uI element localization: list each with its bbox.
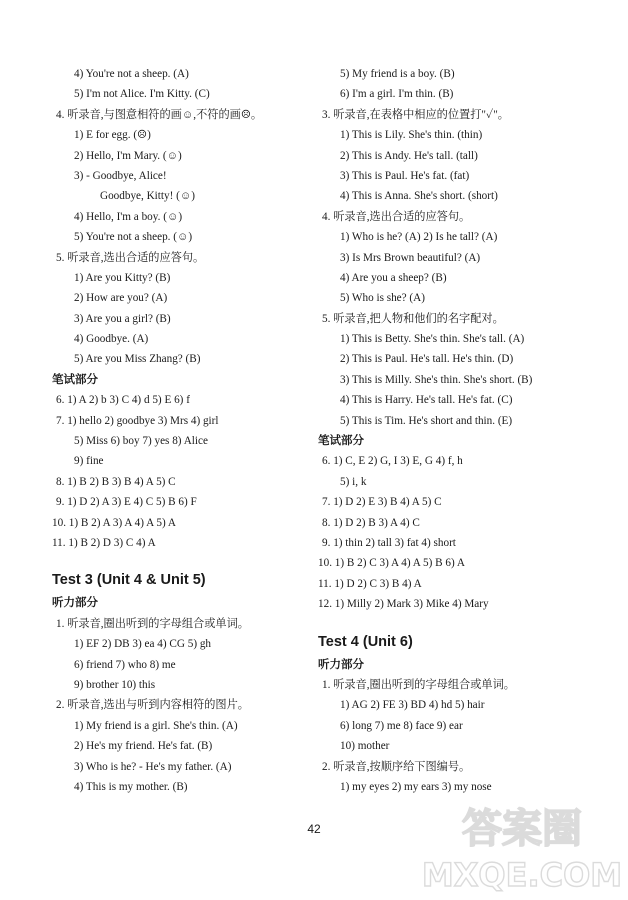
answer-line: 6. 1) C, E 2) G, I 3) E, G 4) f, h: [322, 455, 463, 468]
section-heading: 笔试部分: [318, 435, 364, 448]
question-instruction: 3. 听录音,在表格中相应的位置打"✓"。: [322, 108, 509, 121]
answer-line: 10. 1) B 2) A 3) A 4) A 5) A: [52, 516, 177, 529]
answer-line: 4) Goodbye. (A): [74, 333, 149, 346]
section-heading: 听力部分: [52, 597, 98, 610]
watermark-url: MXQE.COM: [422, 856, 622, 894]
answer-line: 2) Hello, I'm Mary. (☺): [74, 149, 182, 162]
answer-line: 3) This is Paul. He's fat. (fat): [340, 169, 470, 182]
answer-line: 5) i, k: [340, 475, 367, 488]
answer-line: 1) This is Lily. She's thin. (thin): [340, 129, 483, 142]
answer-line: 8. 1) D 2) B 3) A 4) C: [322, 516, 420, 529]
answer-line: 2) This is Andy. He's tall. (tall): [340, 149, 478, 162]
answer-line: 3) Who is he? - He's my father. (A): [74, 760, 232, 773]
answer-line: 1) AG 2) FE 3) BD 4) hd 5) hair: [340, 699, 485, 712]
answer-line: 12. 1) Milly 2) Mark 3) Mike 4) Mary: [318, 598, 489, 611]
question-instruction: 2. 听录音,按顺序给下图编号。: [322, 760, 471, 773]
question-instruction: 1. 听录音,圈出听到的字母组合或单词。: [56, 617, 249, 630]
question-instruction: 4. 听录音,与图意相符的画☺,不符的画☹。: [56, 108, 263, 121]
answer-line: 5) This is Tim. He's short and thin. (E): [340, 414, 513, 427]
answer-line: 6) long 7) me 8) face 9) ear: [340, 719, 463, 732]
right-column: [318, 64, 618, 797]
answer-line: 3) Are you a girl? (B): [74, 312, 171, 325]
answer-line: 1) My friend is a girl. She's thin. (A): [74, 719, 238, 732]
question-instruction: 2. 听录音,选出与听到内容相符的图片。: [56, 699, 249, 712]
left-column: [52, 64, 312, 797]
answer-line: 5) Miss 6) boy 7) yes 8) Alice: [74, 435, 208, 448]
answer-line: 9) brother 10) this: [74, 678, 156, 691]
answer-line: 5) My friend is a boy. (B): [340, 68, 455, 80]
answer-line: 6. 1) A 2) b 3) C 4) d 5) E 6) f: [56, 394, 190, 407]
spacer: [318, 615, 618, 629]
watermark-text: 答案圈: [462, 806, 582, 852]
answer-line: 10. 1) B 2) C 3) A 4) A 5) B 6) A: [318, 557, 465, 570]
spacer: [52, 553, 312, 567]
answer-line: 9. 1) thin 2) tall 3) fat 4) short: [322, 536, 456, 549]
answer-line: 1) Are you Kitty? (B): [74, 271, 171, 284]
answer-line: 7. 1) hello 2) goodbye 3) Mrs 4) girl: [56, 414, 219, 427]
answer-line: 2) He's my friend. He's fat. (B): [74, 740, 213, 753]
section-heading: 笔试部分: [52, 373, 98, 386]
answer-line: 11. 1) D 2) C 3) B 4) A: [318, 577, 422, 590]
answer-line: 3) - Goodbye, Alice!: [74, 169, 167, 182]
answer-line: 6) I'm a girl. I'm thin. (B): [340, 88, 454, 101]
answer-line: 5) Are you Miss Zhang? (B): [74, 353, 201, 366]
answer-line: 3) Is Mrs Brown beautiful? (A): [340, 251, 481, 264]
answer-line: 6) friend 7) who 8) me: [74, 658, 176, 671]
answer-line: 2) This is Paul. He's tall. He's thin. (D): [340, 353, 514, 366]
answer-line: 5) Who is she? (A): [340, 292, 425, 305]
answer-line: 4) This is Anna. She's short. (short): [340, 190, 498, 203]
answer-line: 1) This is Betty. She's thin. She's tall. (A): [340, 333, 525, 346]
question-instruction: 5. 听录音,选出合适的应答句。: [56, 251, 205, 264]
answer-line: 4) You're not a sheep. (A): [74, 68, 189, 80]
test-title: Test 3 (Unit 4 & Unit 5): [52, 572, 206, 589]
answer-line: 1) Who is he? (A) 2) Is he tall? (A): [340, 231, 498, 244]
answer-line: 10) mother: [340, 740, 390, 753]
answer-line: 1) my eyes 2) my ears 3) my nose: [340, 780, 492, 793]
answer-line: 8. 1) B 2) B 3) B 4) A 5) C: [56, 475, 176, 488]
answer-line: 9. 1) D 2) A 3) E 4) C 5) B 6) F: [56, 496, 197, 509]
answer-line: Goodbye, Kitty! (☺): [100, 190, 196, 203]
answer-line: 4) This is my mother. (B): [74, 780, 188, 793]
question-instruction: 1. 听录音,圈出听到的字母组合或单词。: [322, 678, 515, 691]
answer-line: 11. 1) B 2) D 3) C 4) A: [52, 536, 156, 549]
answer-line: 4) Are you a sheep? (B): [340, 271, 447, 284]
answer-line: 2) How are you? (A): [74, 292, 168, 305]
watermark-logo: [422, 796, 622, 896]
test-title: Test 4 (Unit 6): [318, 633, 413, 650]
page-number: 42: [307, 822, 321, 836]
answer-line: 5) I'm not Alice. I'm Kitty. (C): [74, 88, 210, 101]
answer-line: 5) You're not a sheep. (☺): [74, 231, 193, 244]
answer-line: 9) fine: [74, 455, 104, 468]
question-instruction: 5. 听录音,把人物和他们的名字配对。: [322, 312, 504, 325]
answer-line: 7. 1) D 2) E 3) B 4) A 5) C: [322, 496, 442, 509]
section-heading: 听力部分: [318, 658, 364, 671]
answer-line: 4) Hello, I'm a boy. (☺): [74, 210, 183, 223]
answer-line: 1) E for egg. (☹): [74, 129, 151, 142]
question-instruction: 4. 听录音,选出合适的应答句。: [322, 210, 471, 223]
answer-line: 3) This is Milly. She's thin. She's short. (B): [340, 373, 533, 386]
answer-line: 1) EF 2) DB 3) ea 4) CG 5) gh: [74, 638, 212, 651]
answer-line: 4) This is Harry. He's tall. He's fat. (C): [340, 394, 513, 407]
